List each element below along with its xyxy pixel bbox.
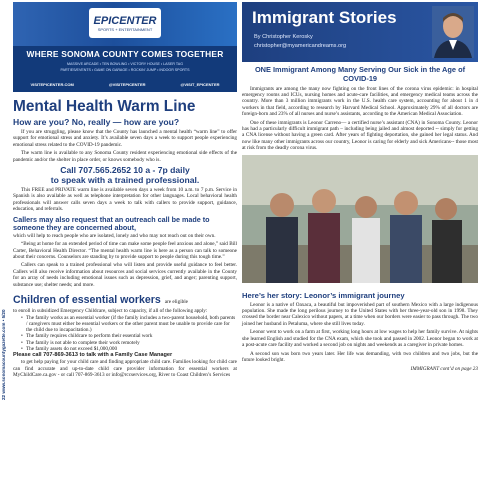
- article-paragraph: The warm line is available to any Sonoma County resident experiencing emotional side effects of the pandemic and/or the shelter in place order, or knows somebody who is.: [13, 150, 237, 163]
- article-paragraph: This FREE and PRIVATE warm line is available seven days a week from 10 a.m. to 7 p.m. Service in Spanish is also available as well as telephone interpretation for other languages. Local behavioral health professionals will answer calls seven days a week to talk with callers to provide support, guidance, education, and referrals.: [13, 187, 237, 213]
- story-paragraph: One of these immigrants is Leonor Carreno— a certified nurse’s assistant (CNA) in Sonoma County. Leonor has had a particularly difficult immigrant path – including being jailed and almost deported -- simply for getting a CNA license without having a green card. After years of fighting deportation, she gained her legal status. And now like many other immigrants across our country, Leonor is caring for elderly and sick Americans-- those most at risk from the deadly corona virus.: [242, 119, 478, 152]
- epicenter-ad[interactable]: [13, 2, 237, 92]
- column-banner: [242, 2, 478, 62]
- call-number-heading: Call 707.565.2652 10 a - 7p daily: [60, 165, 190, 176]
- story-paragraph: Leonor went to work on a farm at first, working long hours at low wages to help her family survive. At nights she learned English and studied for the CNA exam, which she took and passed in 2002. Leonor began to work at a post-acute care facility and worked a second job on nights and weekends as a caregiver in private homes.: [242, 329, 478, 349]
- author-email-link[interactable]: christopher@myamericandreams.org: [254, 43, 347, 49]
- story-subheading: Here’s her story: Leonor’s immigrant journey: [242, 290, 405, 300]
- epicenter-logo: [89, 8, 161, 38]
- ad-title: WHERE SONOMA COUNTY COMES TOGETHER: [26, 49, 224, 59]
- call-subheading: to speak with a trained professional.: [50, 175, 200, 186]
- case-manager-line: Please call 707-869-3613 to talk with a Family Case Manager: [13, 352, 173, 359]
- author-headshot: [432, 6, 474, 58]
- left-column: [13, 2, 237, 379]
- story-paragraph: A second son was born two years later. Her life was demanding, with two children and two jobs, but the future looked bright.: [242, 350, 478, 363]
- continued-note: IMMIGRANT cont’d on page 23: [410, 366, 478, 373]
- ad-instagram-link[interactable]: @VISIT_EPICENTER: [180, 82, 220, 87]
- column-byline: By Christopher Kerosky: [254, 34, 313, 40]
- eligibility-list: [21, 315, 237, 353]
- article-paragraph: which will help to reach people who are isolated, lonely and who may not reach out on their own.: [13, 232, 216, 239]
- ad-features-line-1: MASSIVE ARCADE • TEN BOWLING • VICTORY HOUSE • LASER TAG: [66, 62, 183, 66]
- outreach-callout: Callers may also request that an outreach call be made to someone they are concerned about,: [13, 214, 210, 233]
- page-footer-url: 22 www.sonomacountygazette.com • 5/20: [1, 309, 6, 400]
- article-subtitle: How are you? No, really — how are you?: [13, 117, 180, 127]
- story-paragraph: Leonor is a native of Oaxaca, a beautiful but impoverished part of southern Mexico with a large indigenous population. She made the long perilous journey to the United States with her three-year-old son in 1998. They crossed the border near Calexico without papers, at a time when our borders were easier to pass through. The two joined her husband in Petaluma, where she still lives today.: [242, 301, 478, 327]
- list-item: • The family is not able to complete their work remotely: [21, 340, 237, 346]
- childcare-heading-row: [13, 290, 237, 308]
- article-paragraph: Callers can speak to a trained professional who will listen and provide useful guidance to feel better. Callers will also receive information about resources and social services currently available in the County for an array of needs including emotional issues such as depression, grief, and anger; parenting support, substance use; shelter needs; and more.: [13, 262, 237, 288]
- list-item: • The family requires childcare to perform their essential work: [21, 333, 237, 339]
- childcare-heading-tail: are eligible: [164, 299, 188, 306]
- story-paragraph: Immigrants are among the many now fighting on the front lines of the corona virus epidemic: in hospital emergency rooms and ICUs, nursing homes and acute-care facilities, and emergency medical teams across the country. More than 3 million immigrants work in the U.S. health care system, accounting for about 1 in 4 workers in that field, according to research by Harvard Medical School. Approximately 29% of all doctors are foreign-born and 23% of all nurses and nurse’s assistants, according to the American Medical Association.: [242, 85, 478, 118]
- ad-website-link[interactable]: VISITEPICENTER.COM: [30, 82, 74, 87]
- story-headline: ONE Immigrant Among Many Serving Our Sick in the Age of COVID-19: [254, 65, 466, 83]
- column-title: Immigrant Stories: [252, 8, 397, 27]
- article-paragraph: to get help paying for your child care and finding appropriate child care. Families looking for child care can find accurate and up-to-date child care provider information for essential workers at MyChildCare.ca.gov - or call 707-869-3613 or info@rccservices.org, River to Coast Children’s Services: [13, 359, 237, 379]
- logo-text: EPICENTER: [93, 14, 157, 27]
- ad-features-line-2: PARTIES/EVENTS • GAME ON GARAGE • ROCKIN' JUMP • INDOOR SPORTS: [60, 68, 190, 72]
- article-paragraph: to enroll in subsidized Emergency Childcare, subject to capacity, if all of the following apply:: [13, 308, 208, 315]
- article-paragraph: If you are struggling, please know that the County has launched a mental health “warm line” to offer support for emotional stress and anxiety. It’s available seven days a week to support people experiencing emotional stress related to the COVID-19 pandemic.: [13, 129, 237, 148]
- ad-facebook-link[interactable]: @VISITEPICENTER: [108, 82, 146, 87]
- list-item: • The family assets do not exceed $1,000,000: [21, 346, 237, 352]
- logo-subtext: SPORTS + ENTERTAINMENT: [97, 26, 153, 32]
- family-photo: [242, 155, 478, 283]
- childcare-heading: Children of essential workers: [13, 294, 161, 307]
- right-column: [242, 2, 478, 372]
- article-paragraph: “Being at home for an extended period of time can make some people feel anxious and alone,” said Bill Carter, Behavioral Health Director. “The mental health warm line is here as a person can talk to someone about their concerns. Counselors are standing by to provide support to people during this tough time.”: [13, 241, 237, 261]
- list-item: • The family works as an essential worker (if the family includes a two-parent household, both parents / caregivers must either be essential workers or the other parent must be unable to provide care for the child due to incapacitation.): [21, 315, 237, 334]
- ad-social-links: [13, 82, 237, 87]
- article-title: Mental Health Warm Line: [13, 98, 196, 115]
- side-strip: [0, 0, 12, 480]
